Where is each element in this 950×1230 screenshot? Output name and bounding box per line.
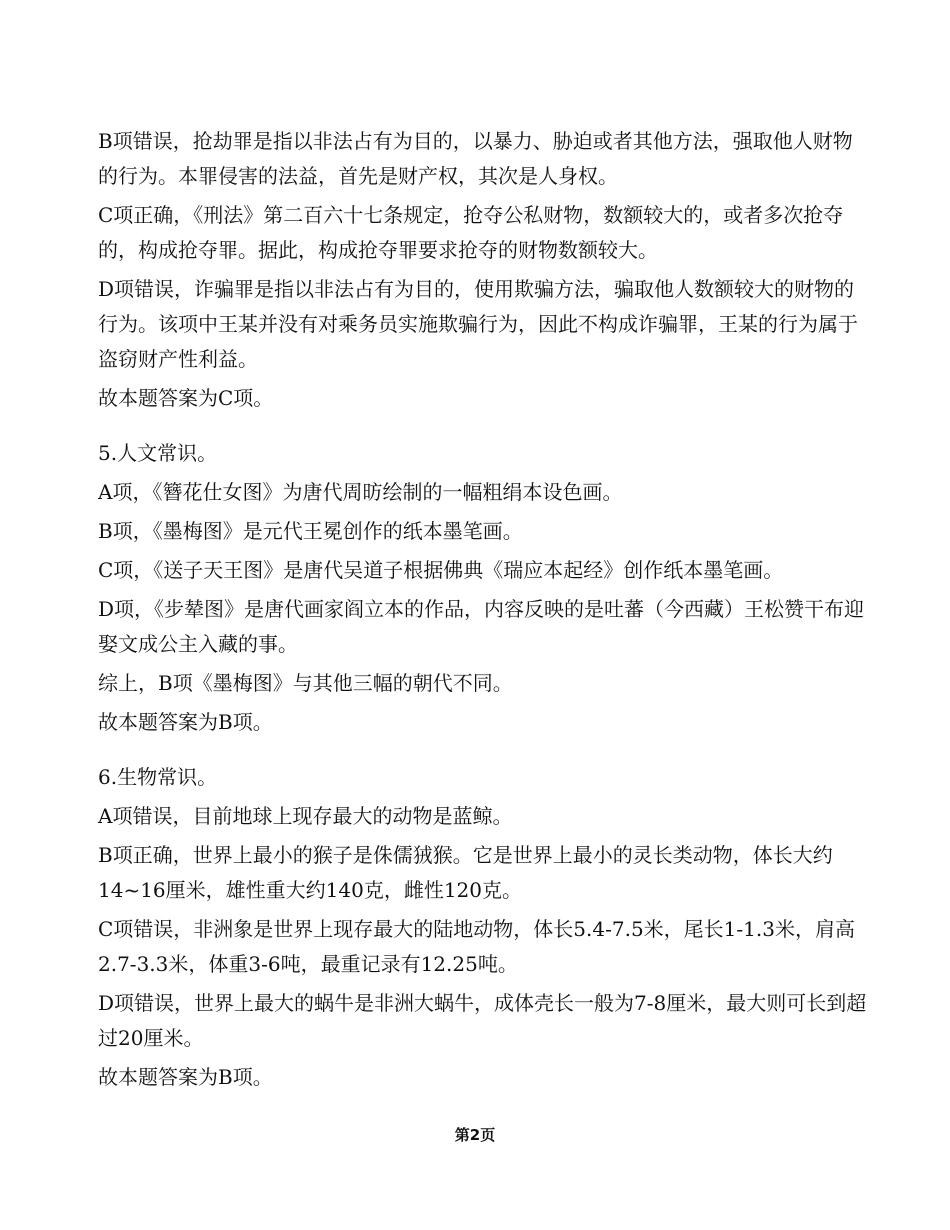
paragraph-4c: C项正确，《刑法》第二百六十七条规定，抢夺公私财物，数额较大的，或者多次抢夺的，构成抢夺罪。据此，构成抢夺罪要求抢夺的财物数额较大。 [98, 203, 844, 262]
answer-5: 故本题答案为B项。 [98, 710, 273, 734]
paragraph-5c: C项，《送子天王图》是唐代吴道子根据佛典《瑞应本起经》创作纸本墨笔画。 [98, 558, 784, 582]
heading-5: 5.人文常识。 [98, 441, 218, 465]
heading-6: 6.生物常识。 [98, 765, 218, 789]
paragraph-4b: B项错误，抢劫罪是指以非法占有为目的，以暴力、胁迫或者其他方法，强取他人财物的行为。本罪侵害的法益，首先是财产权，其次是人身权。 [98, 129, 853, 188]
paragraph-5a: A项，《簪花仕女图》为唐代周昉绘制的一幅粗绢本设色画。 [98, 480, 623, 504]
answer-4: 故本题答案为C项。 [98, 386, 274, 410]
section-gap [98, 744, 870, 760]
paragraph-6a: A项错误，目前地球上现存最大的动物是蓝鲸。 [98, 804, 513, 828]
summary-5: 综上，B项《墨梅图》与其他三幅的朝代不同。 [98, 671, 513, 695]
paragraph-5d: D项，《步辇图》是唐代画家阎立本的作品，内容反映的是吐蕃（今西藏）王松赞干布迎娶文成公主入藏的事。 [98, 597, 865, 656]
paragraph-6d: D项错误，世界上最大的蜗牛是非洲大蜗牛，成体壳长一般为7-8厘米，最大则可长到超过20厘米。 [98, 991, 867, 1050]
paragraph-4d: D项错误，诈骗罪是指以非法占有为目的，使用欺骗方法，骗取他人数额较大的财物的行为。该项中王某并没有对乘务员实施欺骗行为，因此不构成诈骗罪，王某的行为属于盗窃财产性利益。 [98, 277, 858, 371]
answer-6: 故本题答案为B项。 [98, 1065, 273, 1089]
document-body [98, 124, 870, 1099]
page-number: 第2页 [454, 1126, 496, 1144]
paragraph-6b: B项正确，世界上最小的猴子是侏儒狨猴。它是世界上最小的灵长类动物，体长大约14~16厘米，雄性重大约140克，雌性120克。 [98, 843, 833, 902]
paragraph-5b: B项，《墨梅图》是元代王冕创作的纸本墨笔画。 [98, 519, 523, 543]
paragraph-6c: C项错误，非洲象是世界上现存最大的陆地动物，体长5.4-7.5米，尾长1-1.3米，肩高2.7-3.3米，体重3-6吨，最重记录有12.25吨。 [98, 917, 855, 976]
section-gap [98, 420, 870, 436]
